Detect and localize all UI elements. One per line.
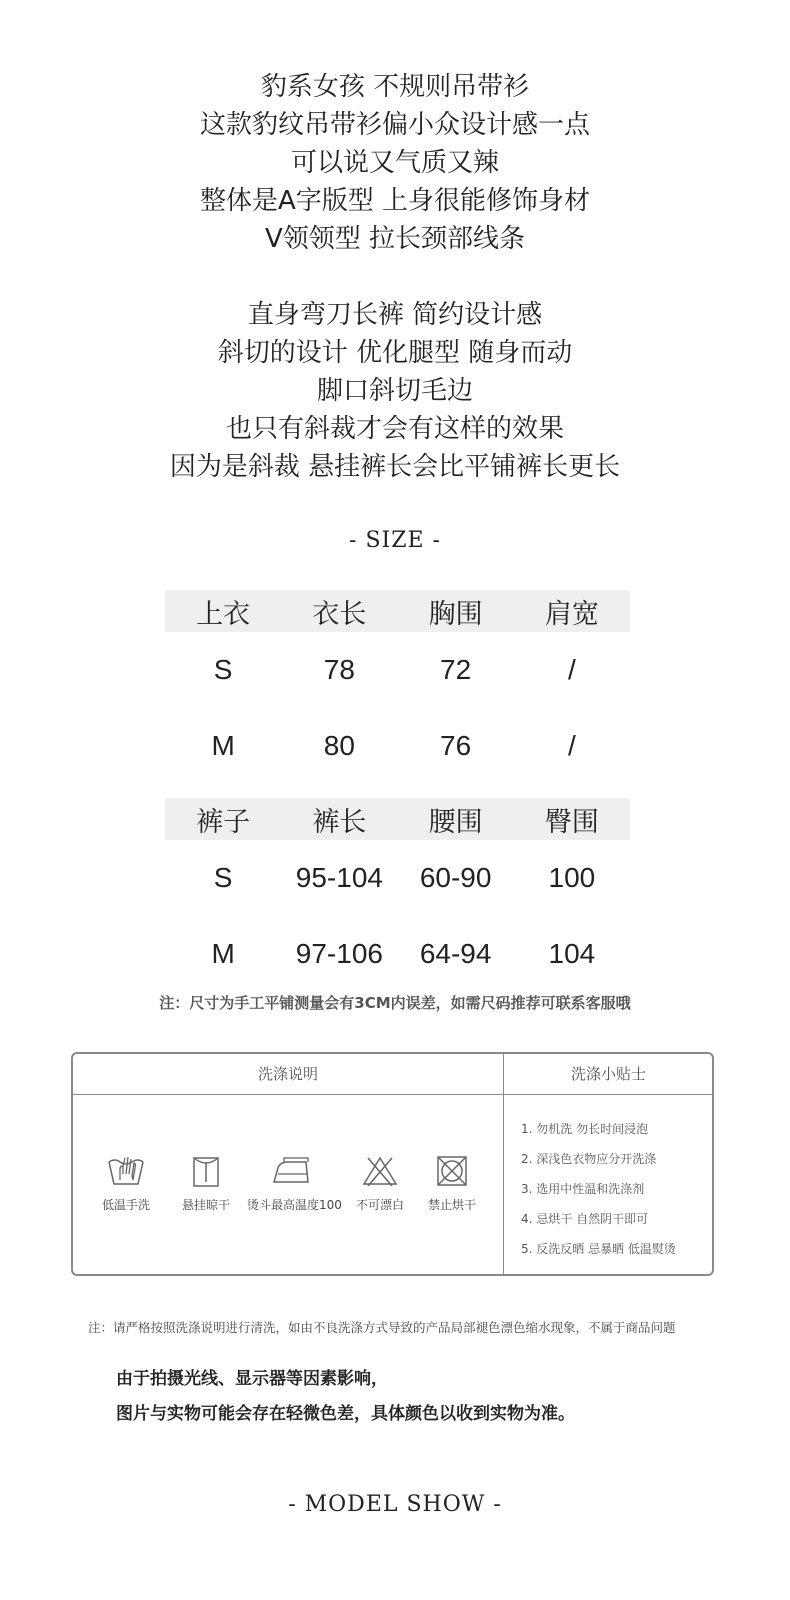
size-note: 注：尺寸为手工平铺测量会有3CM内误差，如需尺码推荐可联系客服哦 [159, 994, 631, 1012]
no-bleach-icon [360, 1154, 400, 1188]
intro-line: V领领型 拉长颈部线条 [264, 224, 526, 254]
table-cell: S [213, 654, 233, 685]
table-header-cell: 裤子 [165, 798, 281, 840]
table-cell: M [211, 730, 235, 761]
hang-dry-icon [186, 1154, 226, 1188]
care-divider-horizontal [73, 1094, 712, 1095]
table-row [165, 840, 630, 916]
intro-text [0, 68, 790, 486]
care-label: 禁止烘干 [427, 1198, 476, 1212]
table-cell: 76 [440, 730, 472, 761]
care-item [247, 1154, 342, 1213]
disclaimer-line: 图片与实物可能会存在轻微色差，具体颜色以收到实物为准。 [116, 1404, 575, 1424]
intro-line: 也只有斜裁才会有这样的效果 [225, 414, 564, 444]
pants-size-table [165, 798, 630, 992]
table-header-cell: 肩宽 [514, 590, 630, 632]
model-show-title: - MODEL SHOW - [288, 1492, 502, 1517]
hand-wash-icon [106, 1154, 146, 1188]
care-item [161, 1154, 251, 1213]
table-cell: S [213, 862, 233, 893]
table-cell: 104 [548, 938, 596, 969]
care-label: 不可漂白 [355, 1198, 404, 1212]
table-cell: 64-94 [419, 938, 492, 969]
table-header-cell: 腰围 [398, 798, 514, 840]
intro-line: 可以说又气质又辣 [290, 148, 499, 178]
table-header-cell: 上衣 [165, 590, 281, 632]
care-label: 悬挂晾干 [181, 1198, 230, 1212]
table-cell: / [567, 654, 576, 685]
tops-size-table [165, 590, 630, 784]
table-header-cell: 臀围 [514, 798, 630, 840]
intro-line: 整体是A字版型 上身很能修饰身材 [199, 186, 591, 216]
table-row [165, 632, 630, 708]
wash-tip: 2. 深浅色衣物应分开洗涤 [521, 1152, 657, 1166]
wash-note: 注：请严格按照洗涤说明进行清洗，如由不良洗涤方式导致的产品局部褪色漂色缩水现象，不属于商品问题 [88, 1320, 676, 1335]
table-cell: 60-90 [419, 862, 492, 893]
iron-icon [270, 1154, 314, 1188]
table-row [165, 708, 630, 784]
wash-tips-list [521, 1114, 711, 1264]
intro-line: 因为是斜裁 悬挂裤长会比平铺裤长更长 [169, 452, 621, 482]
no-tumble-dry-icon [432, 1154, 472, 1188]
intro-gap [0, 258, 790, 296]
table-header-row [165, 798, 630, 840]
table-header-cell: 衣长 [281, 590, 397, 632]
care-label: 烫斗最高温度100 [247, 1198, 342, 1212]
disclaimer-line: 由于拍摄光线、显示器等因素影响， [116, 1369, 388, 1389]
care-item [81, 1154, 171, 1213]
table-cell: / [567, 730, 576, 761]
table-cell: 72 [440, 654, 472, 685]
table-cell: 100 [548, 862, 596, 893]
intro-line: 脚口斜切毛边 [316, 376, 473, 406]
care-item [407, 1154, 497, 1213]
wash-tip: 4. 忌烘干 自然阴干即可 [521, 1212, 649, 1226]
table-cell: M [211, 938, 235, 969]
table-cell: 80 [323, 730, 355, 761]
wash-tip: 3. 选用中性温和洗涤剂 [521, 1182, 645, 1196]
wash-tip: 1. 勿机洗 勿长时间浸泡 [521, 1122, 649, 1136]
table-row [165, 916, 630, 992]
table-header-cell: 裤长 [281, 798, 397, 840]
wash-tip: 5. 反洗反晒 忌暴晒 低温熨烫 [521, 1242, 676, 1256]
size-section-title: - SIZE - [349, 528, 441, 553]
intro-line: 斜切的设计 优化腿型 随身而动 [217, 338, 573, 368]
care-instructions-box [71, 1052, 714, 1276]
table-cell: 78 [323, 654, 355, 685]
care-label: 低温手洗 [101, 1198, 150, 1212]
table-header-cell: 胸围 [398, 590, 514, 632]
intro-line: 这款豹纹吊带衫偏小众设计感一点 [199, 110, 590, 140]
intro-line: 直身弯刀长裤 简约设计感 [247, 300, 543, 330]
wash-tips-header: 洗涤小贴士 [570, 1065, 646, 1083]
color-disclaimer [116, 1362, 575, 1432]
care-icons [81, 1154, 497, 1224]
table-cell: 95-104 [295, 862, 383, 893]
intro-line: 豹系女孩 不规则吊带衫 [260, 72, 530, 102]
table-cell: 97-106 [295, 938, 383, 969]
wash-instructions-header: 洗涤说明 [257, 1065, 318, 1083]
table-header-row [165, 590, 630, 632]
